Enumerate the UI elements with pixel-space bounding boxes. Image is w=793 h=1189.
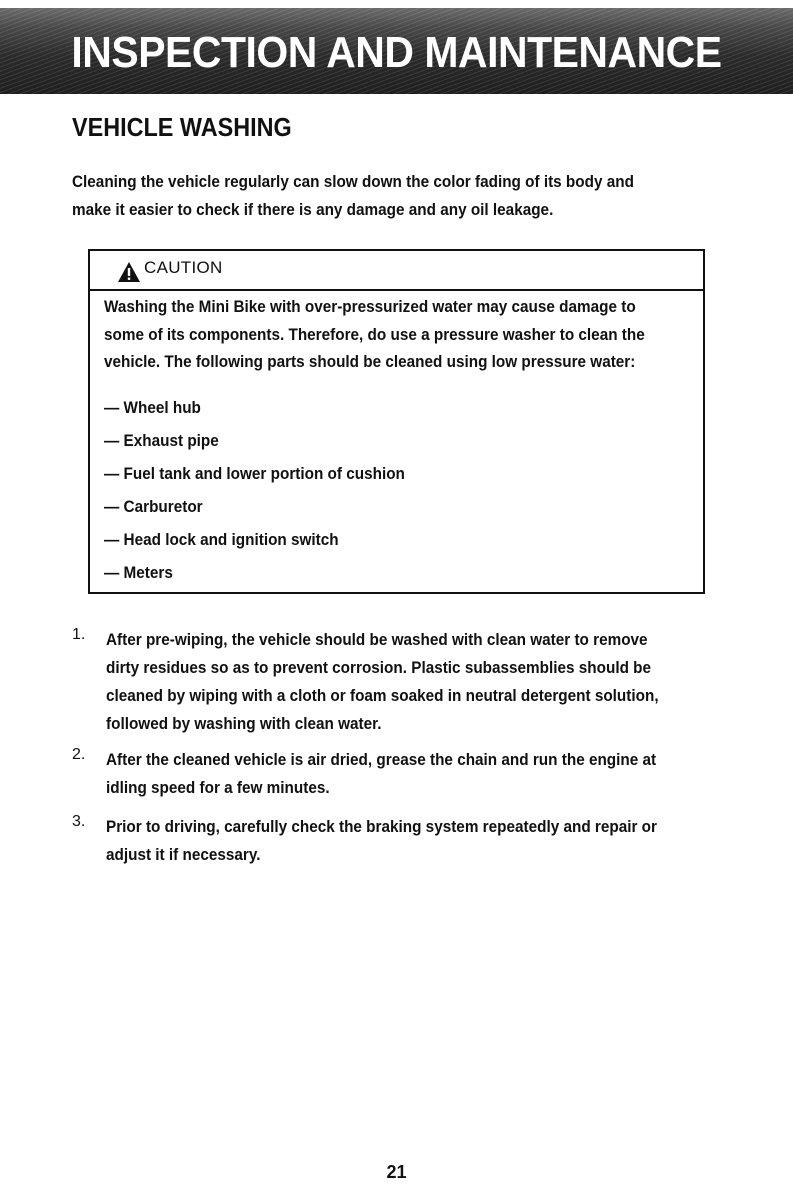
list-item: — Fuel tank and lower portion of cushion (104, 464, 405, 483)
step-number: 3. (72, 813, 86, 830)
warning-triangle-icon (118, 262, 140, 282)
list-item: — Exhaust pipe (104, 431, 219, 450)
step-number: 1. (72, 626, 86, 643)
step-line: Prior to driving, carefully check the braking system repeatedly and repair or (106, 817, 657, 836)
list-item: — Head lock and ignition switch (104, 530, 339, 549)
intro-line: Cleaning the vehicle regularly can slow down the color fading of its body and (72, 172, 634, 191)
page-number: 21 (386, 1162, 407, 1182)
step-line: cleaned by wiping with a cloth or foam soaked in neutral detergent solution, (106, 686, 659, 705)
step-line: After pre-wiping, the vehicle should be washed with clean water to remove (106, 630, 648, 649)
intro-line: make it easier to check if there is any damage and any oil leakage. (72, 200, 554, 219)
caution-box (88, 249, 705, 594)
step-line: adjust it if necessary. (106, 845, 261, 864)
step-number: 2. (72, 746, 86, 763)
header-banner (0, 8, 793, 94)
step-text (106, 813, 727, 869)
intro-paragraph (72, 168, 684, 224)
step-text (106, 626, 727, 738)
step-line: After the cleaned vehicle is air dried, grease the chain and run the engine at (106, 750, 657, 769)
caution-header (90, 251, 703, 291)
step-line: dirty residues so as to prevent corrosion. Plastic subassemblies should be (106, 658, 652, 677)
caution-line: some of its components. Therefore, do use a pressure washer to clean the (104, 324, 645, 344)
list-item: — Wheel hub (104, 398, 201, 417)
caution-body (104, 293, 644, 376)
section-title: VEHICLE WASHING (72, 112, 292, 142)
caution-line: vehicle. The following parts should be cleaned using low pressure water: (104, 352, 636, 371)
caution-label: CAUTION (144, 258, 223, 277)
parts-list (104, 391, 644, 589)
step-text (106, 746, 727, 802)
page-header-title: INSPECTION AND MAINTENANCE (71, 28, 722, 77)
step-line: idling speed for a few minutes. (106, 778, 330, 797)
list-item: — Carburetor (104, 497, 203, 516)
step-line: followed by washing with clean water. (106, 714, 382, 733)
caution-line: Washing the Mini Bike with over-pressurized water may cause damage to (104, 297, 636, 316)
list-item: — Meters (104, 563, 173, 582)
